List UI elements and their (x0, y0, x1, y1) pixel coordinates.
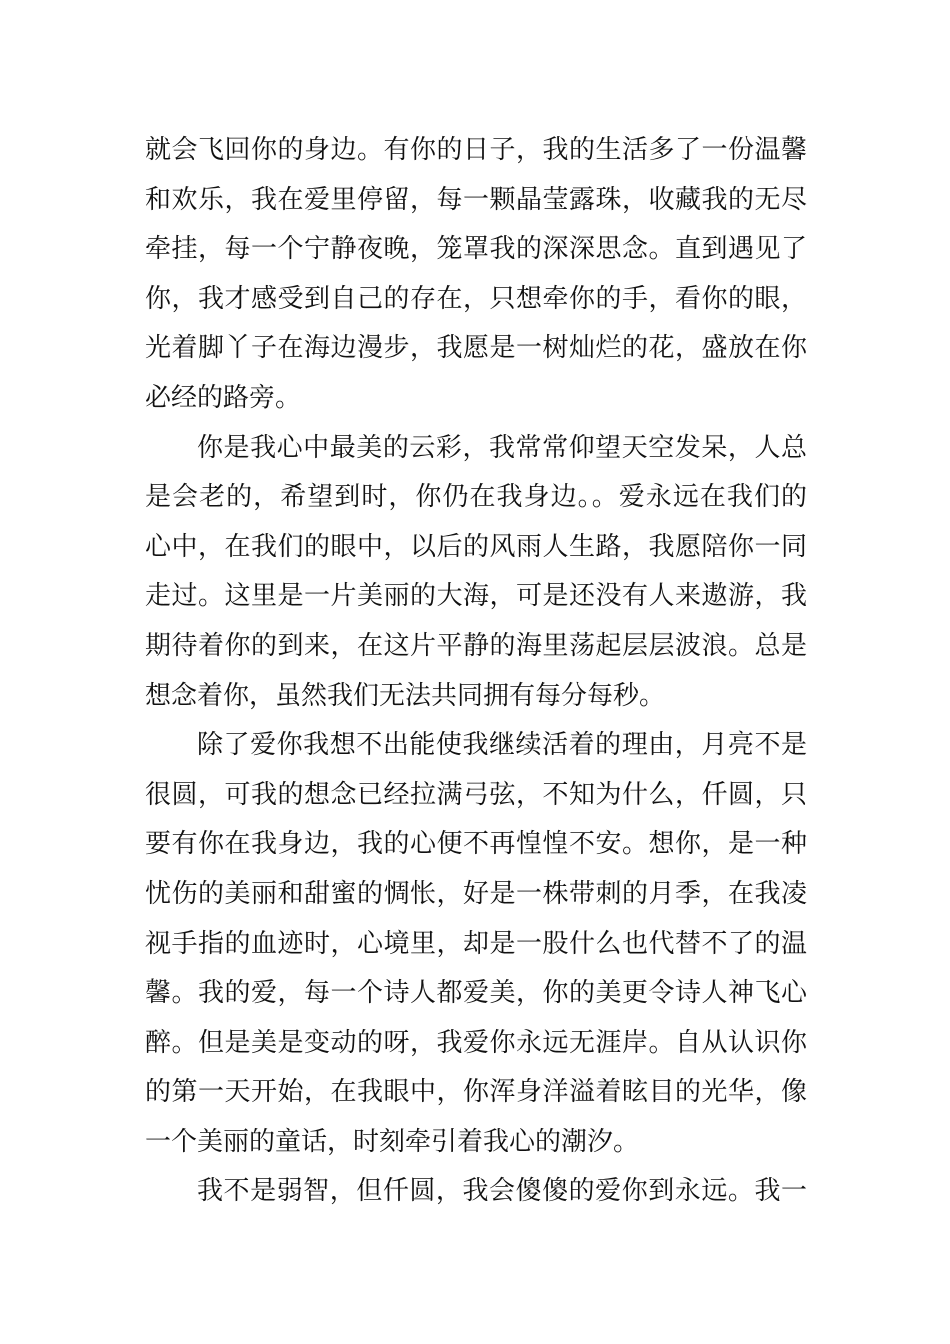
text-line: 忧伤的美丽和甜蜜的惆怅，好是一株带刺的月季，在我凌 (145, 878, 807, 909)
text-line: 醉。但是美是变动的呀，我爱你永远无涯岸。自从认识你 (145, 1027, 807, 1058)
text-line: 你是我心中最美的云彩，我常常仰望天空发呆，人总 (197, 432, 807, 463)
paragraph (145, 721, 807, 1167)
text-line: 你，我才感受到自己的存在，只想牵你的手，看你的眼， (145, 283, 807, 314)
text-line: 走过。这里是一片美丽的大海，可是还没有人来遨游，我 (145, 581, 807, 612)
text-line: 除了爱你我想不出能使我继续活着的理由，月亮不是 (197, 730, 807, 761)
text-line: 馨。我的爱，每一个诗人都爱美，你的美更令诗人神飞心 (145, 978, 807, 1009)
paragraph (145, 126, 807, 424)
text-line: 视手指的血迹时，心境里，却是一股什么也代替不了的温 (145, 928, 807, 959)
paragraph (145, 1167, 807, 1217)
text-line: 是会老的，希望到时，你仍在我身边。。爱永远在我们的 (145, 482, 807, 513)
text-line: 牵挂，每一个宁静夜晚，笼罩我的深深思念。直到遇见了 (145, 234, 807, 265)
document-page (145, 126, 807, 1217)
text-line: 光着脚丫子在海边漫步，我愿是一树灿烂的花，盛放在你 (145, 333, 807, 364)
text-line: 很圆，可我的想念已经拉满弓弦，不知为什么，仟圆，只 (145, 779, 807, 810)
text-line: 心中，在我们的眼中，以后的风雨人生路，我愿陪你一同 (145, 531, 807, 562)
text-line: 必经的路旁。 (145, 382, 302, 413)
text-line: 的第一天开始，在我眼中，你浑身洋溢着眩目的光华，像 (145, 1077, 807, 1108)
text-line: 和欢乐，我在爱里停留，每一颗晶莹露珠，收藏我的无尽 (145, 184, 807, 215)
paragraph (145, 424, 807, 722)
text-line: 期待着你的到来，在这片平静的海里荡起层层波浪。总是 (145, 630, 807, 661)
text-line: 我不是弱智，但仟圆，我会傻傻的爱你到永远。我一 (197, 1176, 807, 1207)
text-line: 一个美丽的童话，时刻牵引着我心的潮汐。 (145, 1126, 640, 1157)
text-line: 想念着你，虽然我们无法共同拥有每分每秒。 (145, 680, 666, 711)
text-line: 要有你在我身边，我的心便不再惶惶不安。想你，是一种 (145, 829, 807, 860)
text-line: 就会飞回你的身边。有你的日子，我的生活多了一份温馨 (145, 135, 807, 165)
